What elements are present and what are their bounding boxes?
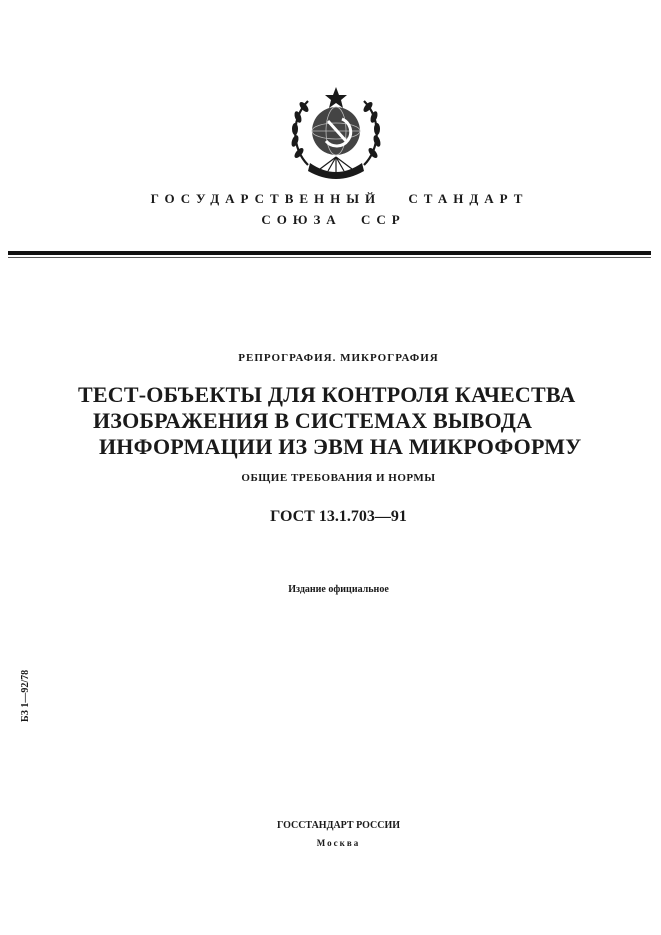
header-state-standard: ГОСУДАРСТВЕННЫЙ СТАНДАРТ	[150, 191, 529, 206]
document-subject: РЕПРОГРАФИЯ. МИКРОГРАФИЯ	[238, 352, 439, 364]
side-code: БЗ 1—92/78	[20, 669, 31, 722]
gost-number: ГОСТ 13.1.703—91	[270, 508, 407, 525]
publisher-city: Москва	[316, 838, 361, 848]
document-requirements: ОБЩИЕ ТРЕБОВАНИЯ И НОРМЫ	[241, 472, 436, 484]
header-union: СОЮЗА ССР	[261, 212, 406, 227]
publisher: ГОССТАНДАРТ РОССИИ	[276, 820, 401, 831]
divider-thick	[8, 251, 651, 255]
ussr-emblem	[286, 83, 386, 183]
document-title-line-1: ТЕСТ-ОБЪЕКТЫ ДЛЯ КОНТРОЛЯ КАЧЕСТВА	[78, 382, 576, 407]
document-title-line-2: ИЗОБРАЖЕНИЯ В СИСТЕМАХ ВЫВОДА	[93, 408, 533, 433]
document-title-line-3: ИНФОРМАЦИИ ИЗ ЭВМ НА МИКРОФОРМУ	[99, 434, 582, 459]
divider-thin	[8, 257, 651, 258]
edition-label: Издание официальное	[288, 584, 389, 595]
